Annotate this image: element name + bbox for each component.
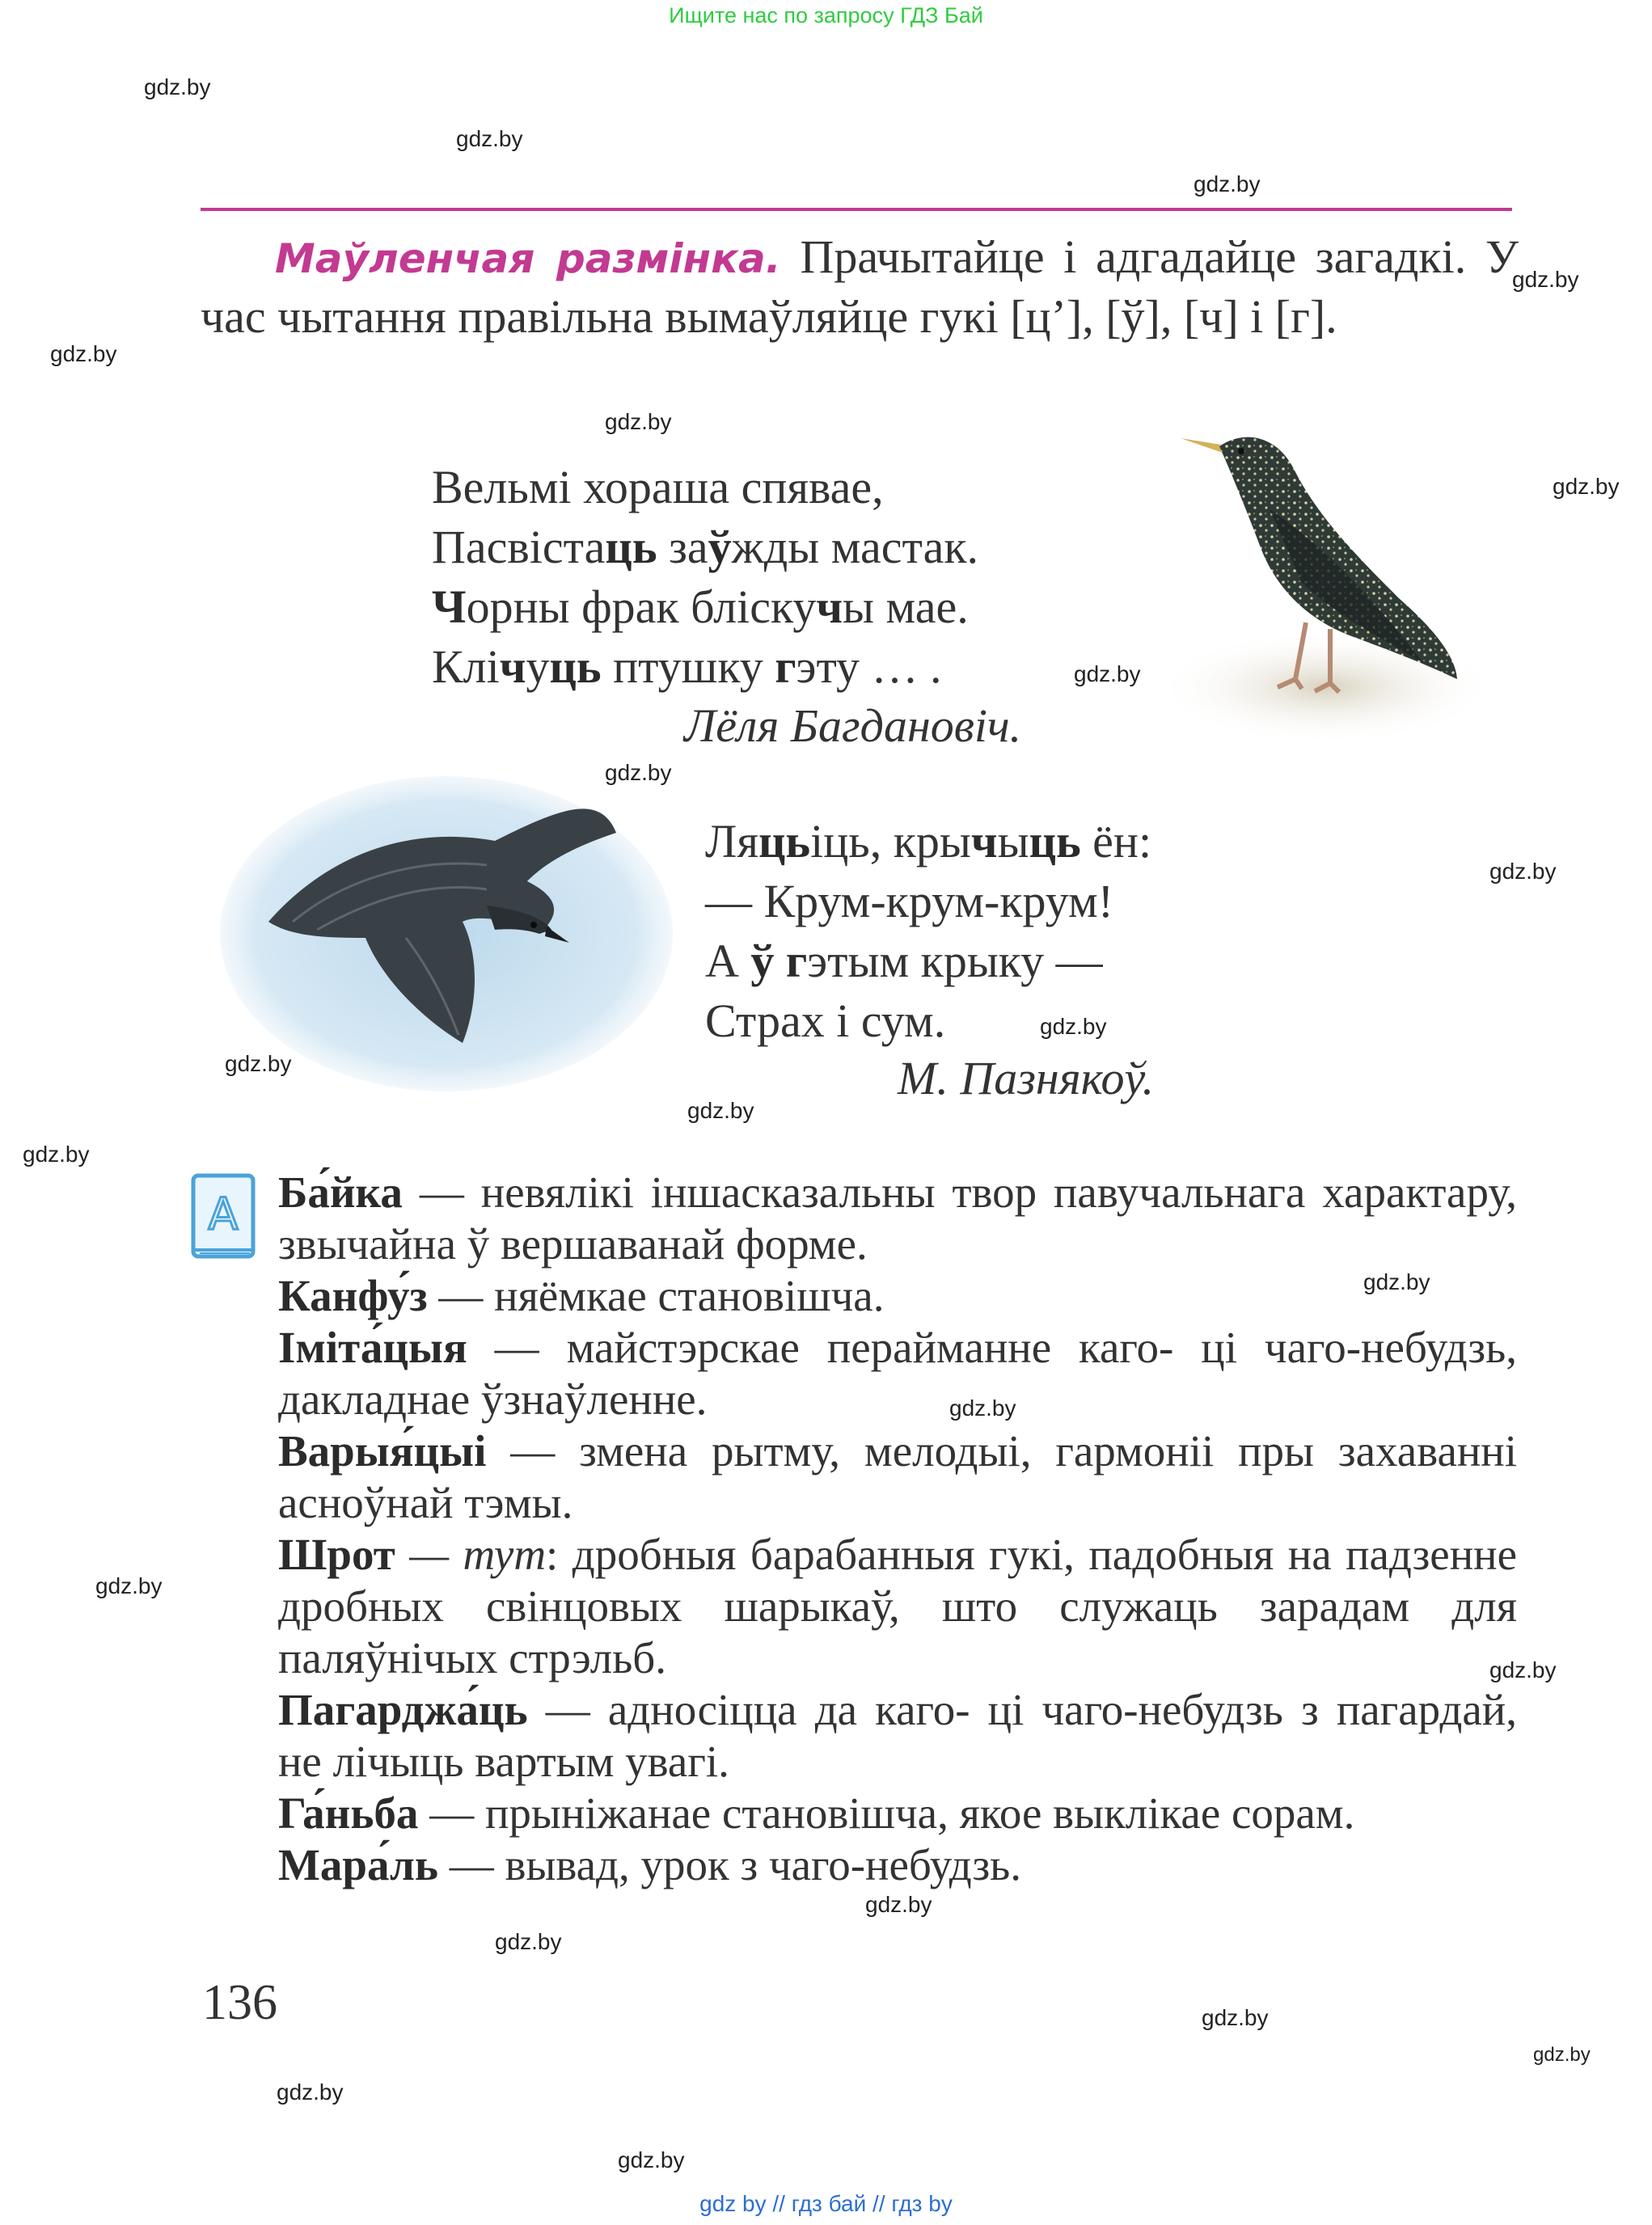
raven-illustration — [220, 776, 673, 1091]
poem-line-segment: іць — [810, 815, 870, 868]
watermark: gdz.by — [1489, 1657, 1557, 1682]
poem-line-segment: — Крум-крум-крум! — [705, 875, 1114, 927]
page-number: 136 — [202, 1975, 277, 2030]
poem-lines — [432, 458, 978, 697]
glossary-entry — [278, 1425, 1517, 1529]
poem-line-segment: Ля — [705, 815, 759, 868]
watermark: gdz.by — [495, 1929, 562, 1954]
watermark: gdz.by — [618, 2147, 685, 2172]
poem-line-segment: ў — [750, 935, 775, 987]
glossary-entry — [278, 1684, 1517, 1788]
dictionary-icon-letter: A — [208, 1188, 239, 1239]
poem-line-segment: ч — [970, 815, 998, 868]
glossary-term: Пагарджа́ць — [278, 1685, 528, 1734]
riddle-poem-1 — [432, 458, 978, 697]
glossary — [278, 1167, 1517, 1891]
watermark: gdz.by — [1553, 474, 1620, 499]
poem-line-segment: у — [526, 640, 550, 693]
glossary-entry — [278, 1529, 1517, 1684]
poem-line — [432, 458, 978, 517]
starling-illustration — [1156, 420, 1496, 752]
poem-1-author: Лёля Багдановіч. — [684, 699, 1022, 752]
watermark: gdz.by — [1040, 1014, 1107, 1039]
poem-line-segment: ць — [1029, 815, 1081, 868]
watermark: gdz.by — [1363, 1269, 1430, 1294]
glossary-entry — [278, 1167, 1517, 1270]
watermark: gdz.by — [605, 409, 672, 434]
watermark: gdz.by — [456, 126, 523, 151]
poem-line-segment: ць — [758, 815, 811, 868]
poem-line-segment: орны фрак бліску — [466, 581, 817, 633]
poem-line-segment: эту … . — [796, 640, 942, 693]
poem-line-segment: Вельмі хораша спявае, — [432, 461, 884, 513]
footer-links[interactable]: gdz by // гдз бай // гдз by — [699, 2191, 953, 2216]
poem-line-segment: жды мастак. — [731, 521, 978, 573]
poem-line-segment: , кры — [869, 815, 971, 868]
poem-2-author: М. Пазнякоў. — [898, 1052, 1155, 1104]
watermark: gdz.by — [949, 1395, 1016, 1421]
watermark: gdz.by — [1512, 267, 1579, 292]
riddle-poem-2 — [705, 812, 1151, 1051]
poem-line-segment: ў — [708, 521, 732, 573]
poem-line — [432, 577, 978, 637]
poem-line-segment: Пасвіста — [432, 521, 606, 573]
poem-line-segment: Клі — [432, 640, 500, 693]
watermark: gdz.by — [687, 1098, 754, 1123]
glossary-note: — тут — [395, 1530, 547, 1579]
poem-line-segment: ы — [997, 815, 1029, 868]
glossary-term: Варыя́цыі — [278, 1426, 487, 1476]
poem-line-segment: ч — [816, 581, 843, 633]
glossary-term: Шрот — [278, 1530, 395, 1579]
watermark: gdz.by — [277, 2079, 344, 2105]
poem-lines — [705, 812, 1151, 1051]
glossary-term: Га́ньба — [278, 1788, 419, 1838]
poem-line-segment: Страх і сум. — [705, 994, 946, 1047]
poem-line — [432, 517, 978, 577]
watermark: gdz.by — [50, 341, 117, 366]
poem-line-segment: ён: — [1080, 815, 1152, 868]
poem-line-segment: Ч — [432, 581, 467, 633]
glossary-term: Іміта́цыя — [278, 1323, 467, 1372]
watermark: gdz.by — [144, 74, 211, 99]
dictionary-icon — [188, 1172, 256, 1263]
poem-line-segment: птушку — [601, 640, 775, 693]
watermark: gdz.by — [95, 1573, 163, 1598]
poem-line-segment: за — [657, 521, 708, 573]
glossary-definition: — невялікі іншасказальны твор павучальнага характару, звычайна ў вершаванай форме. — [278, 1167, 1517, 1269]
poem-line — [705, 872, 1151, 931]
poem-line — [705, 991, 1151, 1051]
glossary-entry — [278, 1270, 1517, 1322]
glossary-term: Мара́ль — [278, 1840, 438, 1889]
top-search-link[interactable]: Ищите нас по запросу ГДЗ Бай — [669, 3, 983, 27]
glossary-entry — [278, 1839, 1517, 1891]
warmup-instructions — [201, 228, 1519, 346]
warmup-text: Прачытайце і адгадайце загадкі. У час чытання правільна вымаўляйце гукі [ц’], [ў], [ч] і [г]. — [201, 230, 1519, 343]
poem-line-segment: ы мае. — [843, 581, 969, 633]
watermark: gdz.by — [1533, 2044, 1591, 2066]
glossary-term: Ба́йка — [278, 1167, 403, 1217]
section-divider — [201, 208, 1512, 211]
poem-line-segment: А — [705, 935, 751, 987]
poem-line — [705, 931, 1151, 991]
poem-line — [705, 812, 1151, 872]
poem-line-segment: ць — [605, 521, 657, 573]
poem-line — [432, 637, 978, 697]
poem-line-segment: г — [775, 640, 796, 693]
poem-line-segment: ць — [549, 640, 602, 693]
glossary-definition: — няёмкае становішча. — [427, 1271, 885, 1320]
poem-line-segment: г — [785, 935, 808, 987]
warmup-title: Маўленчая размінка. — [275, 235, 781, 282]
watermark: gdz.by — [1489, 859, 1557, 884]
glossary-entry — [278, 1788, 1517, 1839]
watermark: gdz.by — [225, 1051, 292, 1076]
poem-line-segment — [774, 935, 786, 987]
watermark: gdz.by — [865, 1892, 932, 1917]
glossary-definition: — майстэрскае перайманне каго- ці чаго-небудзь, дакладнае ўзнаўленне. — [278, 1323, 1517, 1424]
watermark: gdz.by — [1074, 661, 1141, 686]
watermark: gdz.by — [1194, 171, 1261, 196]
watermark: gdz.by — [1202, 2005, 1269, 2030]
glossary-entry — [278, 1322, 1517, 1425]
glossary-definition: — прыніжанае становішча, якое выклікае сорам. — [418, 1788, 1355, 1838]
glossary-definition: — адносіцца да каго- ці чаго-небудзь з пагардай, не лічыць вартым увагі. — [278, 1685, 1517, 1786]
watermark: gdz.by — [23, 1142, 90, 1167]
glossary-definition: : дробныя барабанныя гукі, падобныя на падзенне дробных свінцовых шарыкаў, што служаць зарадам для паляўнічых стрэльб. — [278, 1530, 1517, 1682]
poem-line-segment: этым крыку — — [807, 935, 1103, 987]
poem-line-segment: ч — [499, 640, 526, 693]
watermark: gdz.by — [605, 760, 672, 785]
glossary-term: Канфу́з — [278, 1271, 428, 1320]
glossary-definition: — змена рытму, мелодыі, гармоніі пры захаванні асноўнай тэмы. — [278, 1426, 1517, 1527]
glossary-definition: — вывад, урок з чаго-небудзь. — [437, 1840, 1022, 1889]
